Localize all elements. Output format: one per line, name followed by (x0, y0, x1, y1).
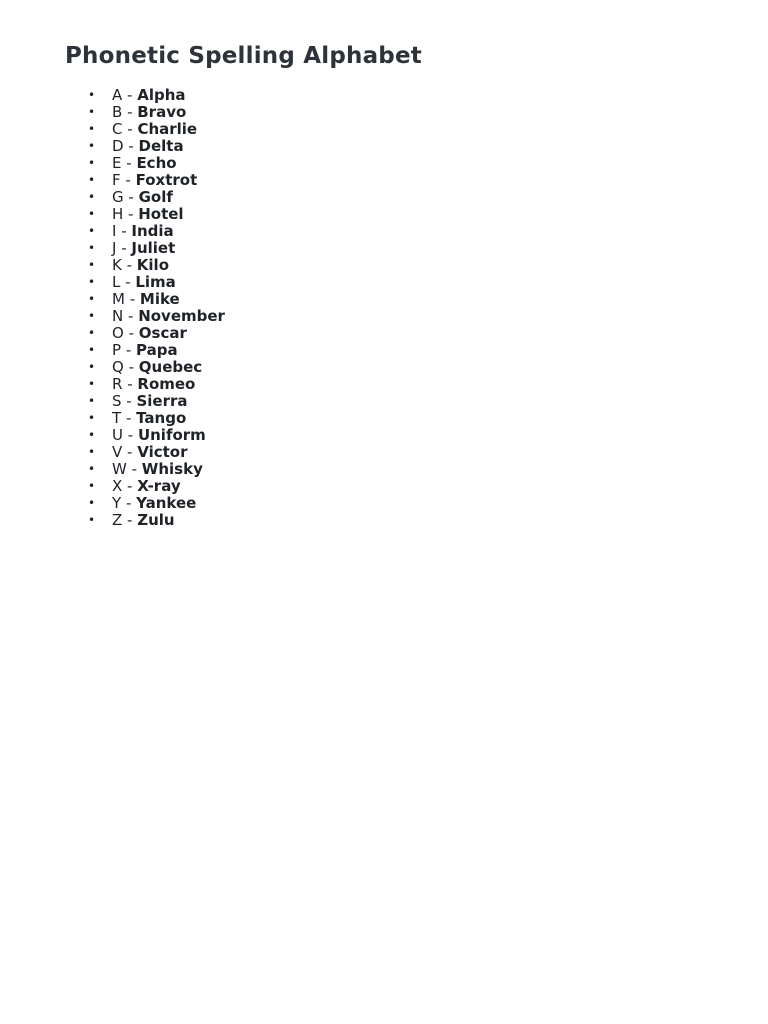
list-item (65, 512, 748, 529)
list-item-codeword: X-ray (137, 477, 181, 495)
bullet-icon: • (88, 105, 96, 119)
list-item-codeword: Kilo (136, 256, 170, 274)
bullet-icon: • (88, 462, 96, 476)
list-item (65, 427, 748, 444)
list-item (65, 138, 748, 155)
list-item-codeword: Whisky (141, 460, 203, 478)
list-item (65, 495, 748, 512)
list-item-letter: W (112, 460, 127, 478)
bullet-icon: • (88, 190, 96, 204)
list-item-letter: T (112, 409, 122, 427)
list-item-codeword: Mike (139, 290, 180, 308)
list-item (65, 274, 748, 291)
bullet-icon: • (88, 88, 96, 102)
list-item-separator: - (122, 103, 138, 121)
list-item (65, 206, 748, 223)
bullet-icon: • (88, 241, 96, 255)
list-item-separator: - (121, 341, 136, 359)
list-item-separator: - (120, 171, 136, 189)
list-item (65, 342, 748, 359)
list-item (65, 87, 748, 104)
bullet-icon: • (88, 343, 96, 357)
phonetic-alphabet-list (65, 87, 748, 529)
list-item-codeword: Delta (138, 137, 184, 155)
list-item-separator: - (122, 477, 138, 495)
bullet-icon: • (88, 207, 96, 221)
list-item-letter: P (112, 341, 122, 359)
list-item-separator: - (116, 239, 132, 257)
list-item-letter: V (112, 443, 123, 461)
bullet-icon: • (88, 292, 96, 306)
list-item-codeword: Uniform (137, 426, 206, 444)
list-item-codeword: Foxtrot (135, 171, 198, 189)
bullet-icon: • (88, 275, 96, 289)
list-item-letter: A (112, 86, 123, 104)
list-item-letter: H (112, 205, 124, 223)
bullet-icon: • (88, 428, 96, 442)
list-item (65, 240, 748, 257)
list-item-codeword: Alpha (137, 86, 186, 104)
list-item-separator: - (122, 443, 138, 461)
list-item (65, 393, 748, 410)
list-item-separator: - (116, 222, 132, 240)
list-item (65, 376, 748, 393)
list-item (65, 121, 748, 138)
list-item-codeword: Tango (136, 409, 187, 427)
list-item-codeword: Papa (136, 341, 178, 359)
list-item (65, 359, 748, 376)
list-item-separator: - (123, 358, 139, 376)
list-item-letter: Y (112, 494, 122, 512)
list-item-letter: S (112, 392, 122, 410)
list-item-separator: - (122, 426, 138, 444)
list-item-letter: C (112, 120, 123, 138)
list-item-codeword: Quebec (138, 358, 203, 376)
list-item-codeword: November (138, 307, 225, 325)
list-item-separator: - (120, 273, 136, 291)
list-item-separator: - (126, 460, 142, 478)
bullet-icon: • (88, 377, 96, 391)
list-item (65, 172, 748, 189)
list-item-letter: B (112, 103, 123, 121)
list-item-separator: - (123, 137, 139, 155)
list-item (65, 155, 748, 172)
bullet-icon: • (88, 156, 96, 170)
list-item (65, 104, 748, 121)
list-item (65, 189, 748, 206)
page-title: Phonetic Spelling Alphabet (65, 43, 422, 69)
list-item-codeword: Sierra (136, 392, 188, 410)
list-item-letter: R (112, 375, 123, 393)
list-item-separator: - (123, 324, 139, 342)
document-page (65, 42, 748, 529)
bullet-icon: • (88, 326, 96, 340)
list-item-letter: D (112, 137, 124, 155)
bullet-icon: • (88, 479, 96, 493)
list-item (65, 325, 748, 342)
list-item (65, 257, 748, 274)
list-item-separator: - (122, 375, 138, 393)
list-item-letter: F (112, 171, 121, 189)
list-item-codeword: Bravo (137, 103, 187, 121)
list-item-codeword: Victor (137, 443, 188, 461)
list-item-letter: L (112, 273, 121, 291)
list-item-letter: M (112, 290, 125, 308)
list-item-separator: - (124, 290, 140, 308)
bullet-icon: • (88, 224, 96, 238)
list-item (65, 291, 748, 308)
list-item-codeword: Zulu (137, 511, 175, 529)
bullet-icon: • (88, 258, 96, 272)
list-item-letter: J (112, 239, 117, 257)
list-item-separator: - (123, 188, 139, 206)
list-item-letter: O (112, 324, 124, 342)
bullet-icon: • (88, 173, 96, 187)
list-item-codeword: Lima (135, 273, 176, 291)
bullet-icon: • (88, 360, 96, 374)
list-item (65, 308, 748, 325)
list-item (65, 410, 748, 427)
bullet-icon: • (88, 309, 96, 323)
list-item (65, 444, 748, 461)
list-item-separator: - (121, 154, 137, 172)
list-item-codeword: Yankee (136, 494, 197, 512)
list-item-codeword: Echo (136, 154, 177, 172)
list-item-codeword: India (131, 222, 174, 240)
list-item-letter: X (112, 477, 123, 495)
list-item-separator: - (123, 205, 139, 223)
bullet-icon: • (88, 139, 96, 153)
bullet-icon: • (88, 513, 96, 527)
list-item-separator: - (121, 409, 137, 427)
list-item (65, 461, 748, 478)
bullet-icon: • (88, 411, 96, 425)
list-item-codeword: Oscar (138, 324, 187, 342)
list-item (65, 478, 748, 495)
list-item-codeword: Charlie (137, 120, 198, 138)
list-item-codeword: Romeo (137, 375, 196, 393)
list-item-separator: - (122, 86, 138, 104)
list-item-letter: Z (112, 511, 123, 529)
list-item-letter: N (112, 307, 124, 325)
list-item-codeword: Hotel (138, 205, 184, 223)
list-item-letter: U (112, 426, 123, 444)
list-item-separator: - (122, 120, 138, 138)
bullet-icon: • (88, 445, 96, 459)
list-item-separator: - (121, 494, 137, 512)
list-item-letter: K (112, 256, 122, 274)
bullet-icon: • (88, 496, 96, 510)
list-item-separator: - (121, 392, 137, 410)
list-item-separator: - (121, 256, 137, 274)
list-item-separator: - (122, 511, 138, 529)
bullet-icon: • (88, 394, 96, 408)
bullet-icon: • (88, 122, 96, 136)
list-item-letter: E (112, 154, 122, 172)
list-item-letter: Q (112, 358, 124, 376)
list-item-letter: I (112, 222, 117, 240)
list-item-codeword: Juliet (131, 239, 176, 257)
list-item-letter: G (112, 188, 124, 206)
list-item-separator: - (123, 307, 139, 325)
list-item (65, 223, 748, 240)
list-item-codeword: Golf (138, 188, 173, 206)
